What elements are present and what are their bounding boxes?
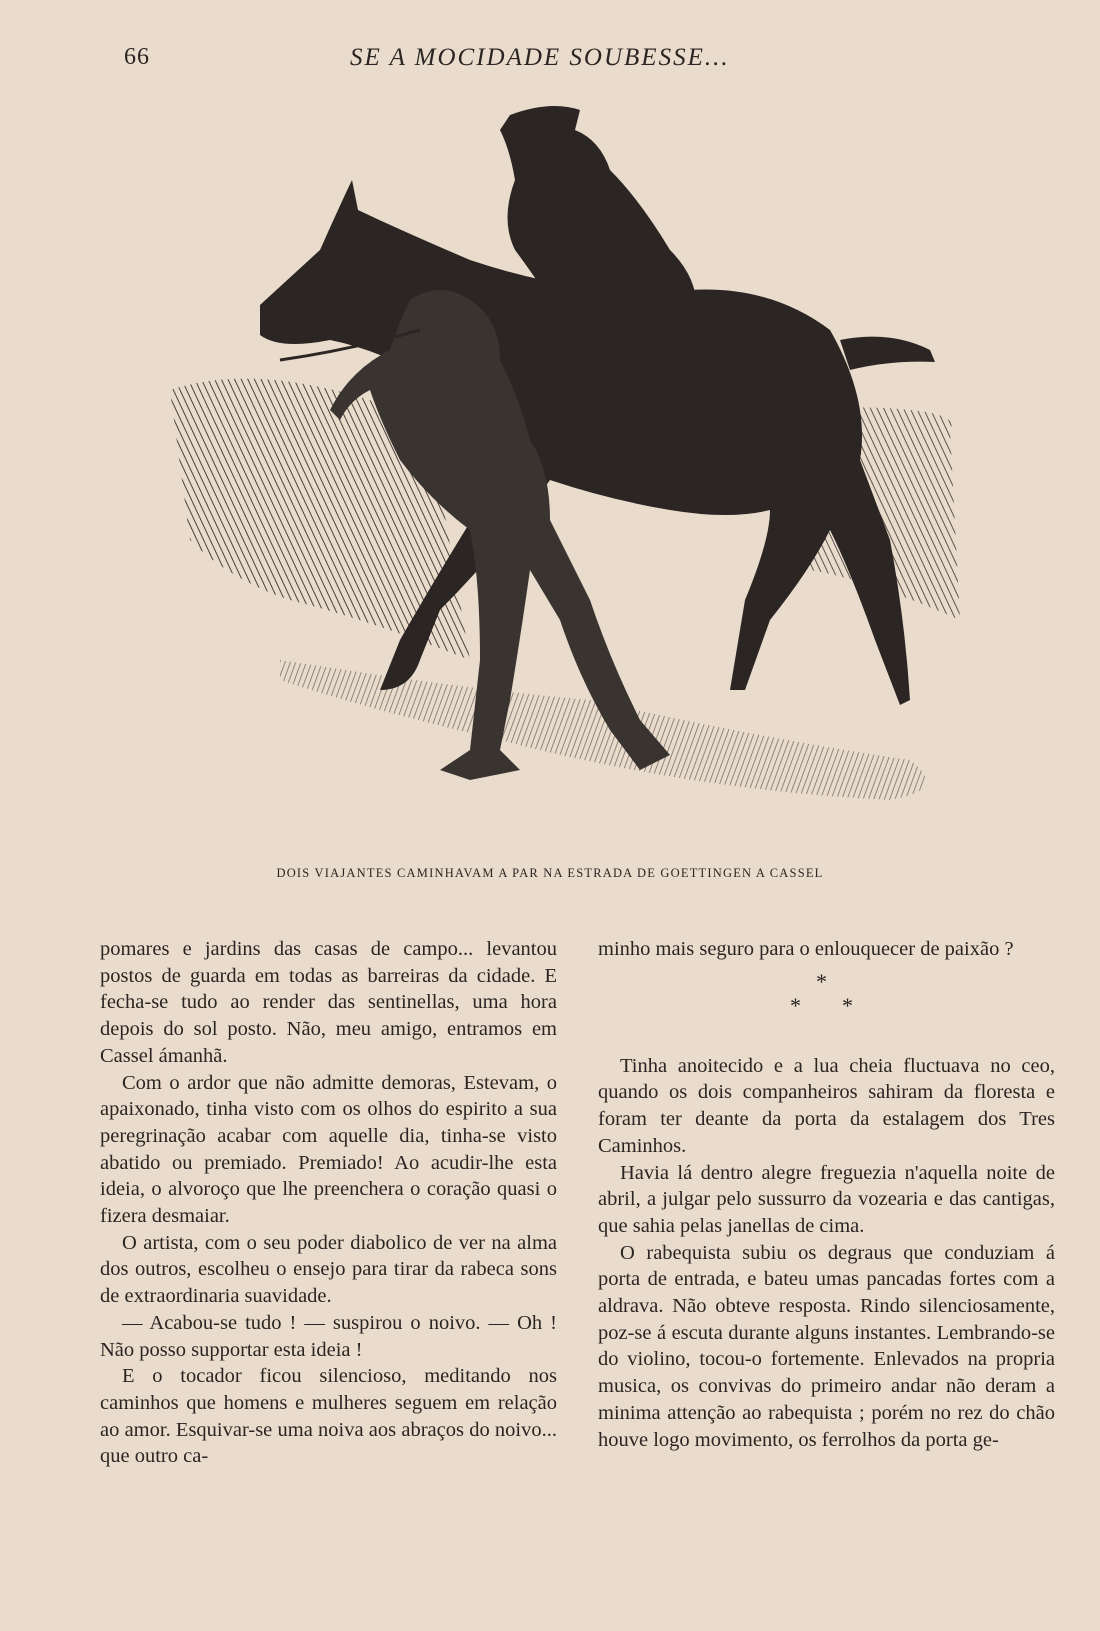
page-header (0, 40, 1100, 80)
running-title: SE A MOCIDADE SOUBESSE... (350, 44, 730, 71)
paragraph: pomares e jardins das casas de campo... levantou postos de guarda em todas as barreiras da cidade. E fecha-se tudo ao render das sentinellas, uma hora depois do sol posto. Não, meu amigo, entramos em Cassel ámanhã. (100, 938, 557, 1067)
right-text-column (598, 936, 1055, 1453)
paragraph: Tinha anoitecido e a lua cheia fluctuava no ceo, quando os dois companheiros sahiram da floresta e foram ter deante da porta da estalagem dos Tres Caminhos. (598, 1054, 1055, 1157)
paragraph: — Acabou-se tudo ! — suspirou o noivo. — Oh ! Não posso supportar esta ideia ! (100, 1311, 557, 1361)
horse-tail (840, 337, 935, 370)
figure-caption: DOIS VIAJANTES CAMINHAVAM A PAR NA ESTRADA DE GOETTINGEN A CASSEL (276, 866, 824, 880)
paragraph: O rabequista subiu os degraus que conduziam á porta de entrada, e bateu umas pancadas fortes com a aldrava. Não obteve resposta. Rindo silenciosamente, poz-se á escuta durante alguns instantes. Lembrando-se do violino, tocou-o fortemente. Enlevados na propria musica, os convivas do primeiro andar não deram a minima attenção ao rabequista ; porém no rez do chão houve logo movimento, os ferrolhos da porta ge- (598, 1241, 1055, 1451)
paragraph: minho mais seguro para o enlouquecer de paixão ? (598, 938, 1014, 960)
engraving-illustration (170, 100, 990, 845)
section-break (598, 969, 1055, 1035)
asterisk-mark: * (790, 992, 801, 1018)
paragraph: E o tocador ficou silencioso, meditando nos caminhos que homens e mulheres seguem em relação ao amor. Esquivar-se uma noiva aos abraços do noivo... que outro ca- (100, 1365, 557, 1468)
paragraph: O artista, com o seu poder diabolico de ver na alma dos outros, escolheu o ensejo para tirar da rabeca sons de extraordinaria suavidade. (100, 1231, 557, 1308)
asterisk-mark: * (816, 968, 827, 994)
paragraph: Com o ardor que não admitte demoras, Estevam, o apaixonado, tinha visto com os olhos do espirito a sua peregrinação acabar com aquelle dia, tinha-se visto abatido ou premiado. Premiado! Ao acudir-lhe esta ideia, o alvoroço que lhe preenchera o coração quasi o fizera desmaiar. (100, 1071, 557, 1228)
page-number: 66 (124, 44, 150, 70)
asterisk-mark: * (842, 992, 853, 1018)
left-text-column (100, 936, 557, 1470)
paragraph: Havia lá dentro alegre freguezia n'aquella noite de abril, a julgar pelo sussurro da vozearia e das cantigas, que sahia pelas janellas de cima. (598, 1161, 1055, 1237)
